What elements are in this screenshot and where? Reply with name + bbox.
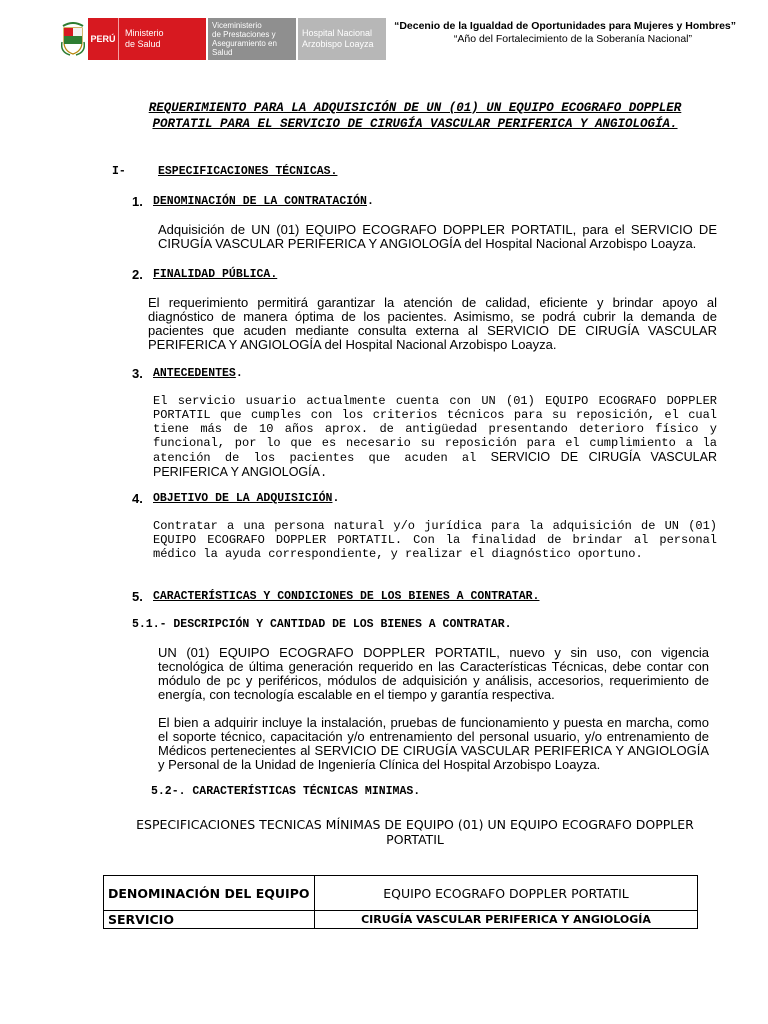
item-number: 2. <box>132 267 143 282</box>
document-title: REQUERIMIENTO PARA LA ADQUISICIÓN DE UN (01) UN EQUIPO ECOGRAFO DOPPLER PORTATIL PARA EL SERVICIO DE CIRUGÍA VASCULAR PERIFERICA Y ANGIOLOGÍA. <box>148 101 682 131</box>
item-paragraph <box>153 394 717 480</box>
item-number: 3. <box>132 366 143 381</box>
spec-caption: ESPECIFICACIONES TECNICAS MÍNIMAS DE EQUIPO (01) UN EQUIPO ECOGRAFO DOPPLER PORTATIL <box>136 817 694 847</box>
item-heading <box>153 492 339 505</box>
item-number: 1. <box>132 194 143 209</box>
motto-line-1: “Decenio de la Igualdad de Oportunidades para Mujeres y Hombres” <box>394 20 736 32</box>
table-cell-value: CIRUGÍA VASCULAR PERIFERICA Y ANGIOLOGÍA <box>315 911 698 929</box>
table-cell-value: EQUIPO ECOGRAFO DOPPLER PORTATIL <box>315 876 698 911</box>
item-heading: FINALIDAD PÚBLICA. <box>153 268 278 281</box>
subsection-paragraph: UN (01) EQUIPO ECOGRAFO DOPPLER PORTATIL, nuevo y sin uso, con vigencia tecnológica de última generación requerido en las Características Técnicas, debe contar con módulo de pc y periféricos, módulos de adquisición y análisis, accesorios, requerimiento de energía, con tecnología escalable en el tiempo y garantía respectiva. <box>158 645 709 702</box>
item-heading-suffix: . <box>332 492 340 505</box>
subsection-heading: 5.1.- DESCRIPCIÓN Y CANTIDAD DE LOS BIENES A CONTRATAR. <box>132 618 512 631</box>
item-heading-text: DENOMINACIÓN DE LA CONTRATACIÓN <box>153 195 367 208</box>
item-paragraph: El requerimiento permitirá garantizar la atención de calidad, eficiente y brindar apoyo al diagnóstico de manera óptima de los pacientes. Asimismo, se podrá cubrir la demanda de pacientes que acuden mediante consulta externa al SERVICIO DE CIRUGÍA VASCULAR PERIFERICA Y ANGIOLOGÍA del Hospital Nacional Arzobispo Loayza. <box>148 295 717 352</box>
table-row <box>104 911 698 929</box>
item-heading-suffix: . <box>235 367 243 380</box>
item-heading <box>153 195 374 208</box>
ministry-label: Ministerio de Salud <box>118 18 206 60</box>
item-number: 5. <box>132 589 143 604</box>
item-heading-text: ANTECEDENTES <box>153 367 236 380</box>
subsection-paragraph: El bien a adquirir incluye la instalación, pruebas de funcionamiento y puesta en marcha, como el soporte técnico, capacitación y/o entrenamiento del personal usuario, y/o entrenamiento de Médicos pertenecientes al SERVICIO DE CIRUGÍA VASCULAR PERIFERICA Y ANGIOLOGÍA y Personal de la Unidad de Ingeniería Clínica del Hospital Arzobispo Loayza. <box>158 715 709 772</box>
item-paragraph: Adquisición de UN (01) EQUIPO ECOGRAFO DOPPLER PORTATIL, para el SERVICIO DE CIRUGÍA VASCULAR PERIFERICA Y ANGIOLOGÍA del Hospital Nacional Arzobispo Loayza. <box>158 222 717 251</box>
table-cell-label: DENOMINACIÓN DEL EQUIPO <box>104 876 315 911</box>
item-paragraph-end: . <box>319 466 328 480</box>
spec-table <box>103 875 698 929</box>
item-heading: CARACTERÍSTICAS Y CONDICIONES DE LOS BIENES A CONTRATAR. <box>153 590 540 603</box>
item-number: 4. <box>132 491 143 506</box>
item-paragraph: Contratar a una persona natural y/o jurídica para la adquisición de UN (01) EQUIPO ECOGRAFO DOPPLER PORTATIL. Con la finalidad de brindar al personal médico la ayuda correspondiente, y realizar el diagnóstico oportuno. <box>153 519 717 561</box>
item-heading-suffix: . <box>366 195 374 208</box>
viceministry-label: Viceministerio de Prestaciones y Aseguramiento en Salud <box>208 18 296 60</box>
item-heading <box>153 367 243 380</box>
subsection-heading: 5.2-. CARACTERÍSTICAS TÉCNICAS MINIMAS. <box>151 785 421 798</box>
motto-line-2: “Año del Fortalecimiento de la Soberanía Nacional” <box>453 33 692 45</box>
item-heading-text: OBJETIVO DE LA ADQUISICIÓN <box>153 492 333 505</box>
peru-coat-of-arms-icon <box>60 18 86 60</box>
section-heading: ESPECIFICACIONES TÉCNICAS. <box>158 165 338 178</box>
table-cell-label: SERVICIO <box>104 911 315 929</box>
section-number: I- <box>112 165 126 178</box>
header-logo-block <box>60 18 386 60</box>
item-paragraph-part: El servicio usuario actualmente cuenta con UN (01) EQUIPO ECOGRAFO DOPPLER PORTATIL que cumples con los criterios técnicos para su reposición, el cual tiene más de 10 años aprox. de antigüedad presentando deterioro físico y funcional, por lo que es necesario su reposición para el cumplimiento a la atención de los pacientes que acuden al <box>153 394 717 465</box>
table-row <box>104 876 698 911</box>
hospital-label: Hospital Nacional Arzobispo Loayza <box>298 18 386 60</box>
item-paragraph-service: SERVICIO DE CIRUGÍA VASCULAR PERIFERICA Y ANGIOLOGÍA <box>153 450 717 479</box>
peru-label: PERÚ <box>88 18 118 60</box>
